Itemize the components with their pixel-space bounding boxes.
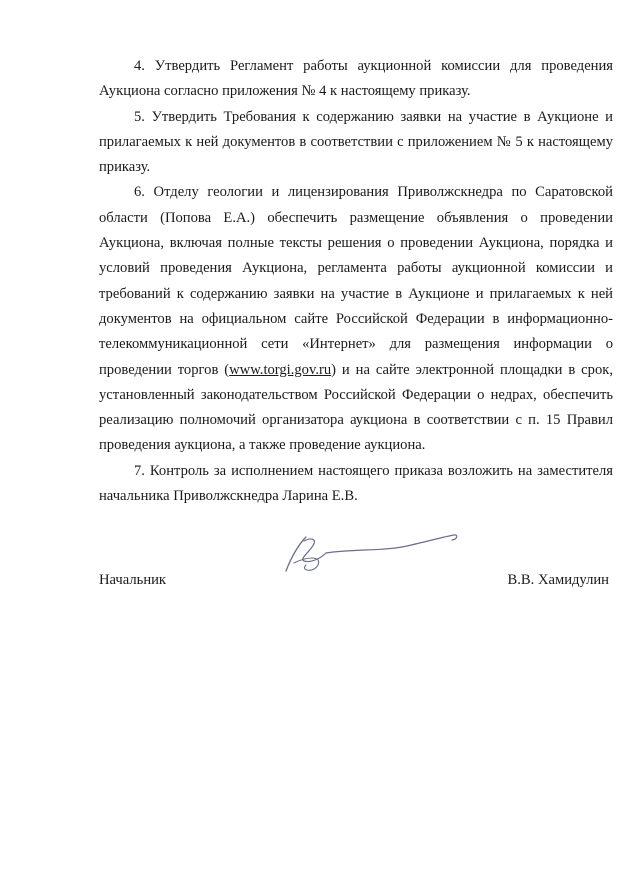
- document-body: [99, 54, 613, 509]
- paragraph-item-7: 7. Контроль за исполнением настоящего приказа возложить на заместителя начальника Приволжскнедра Ларина Е.В.: [99, 462, 613, 505]
- position-title: Начальник: [99, 572, 167, 588]
- paragraph-item-6-text-end: ) и на сайте электронной площадки в срок, установленный законодательством Российской Федерации о недрах, обеспечить реализацию полномочий организатора аукциона в соответствии с п. 15 Правил проведения аукциона, а также проведение аукциона.: [99, 361, 613, 454]
- paragraph-item-5: 5. Утвердить Требования к содержанию заявки на участие в Аукционе и прилагаемых к ней документов в соответствии с приложением № 5 к настоящему приказу.: [99, 108, 613, 176]
- paragraph-item-6: [99, 180, 613, 458]
- torgi-site-link[interactable]: www.torgi.gov.ru: [229, 361, 332, 378]
- signer-name: В.В. Хамидулин: [507, 572, 609, 588]
- paragraph-item-4: 4. Утвердить Регламент работы аукционной комиссии для проведения Аукциона согласно приложения № 4 к настоящему приказу.: [99, 58, 613, 100]
- paragraph-item-6-text-start: 6. Отделу геологии и лицензирования Приволжскнедра по Саратовской области (Попова Е.А.) обеспечить размещение объявления о проведении Аукциона, включая полные тексты решения о проведении Аукциона, порядка и условий проведения Аукциона, регламента работы аукционной комиссии и требований к содержанию заявки на участие в Аукционе и прилагаемых к ней документов на официальном сайте Российской Федерации в информационно-телекоммуникационной сети «Интернет» для размещения информации о проведении торгов (: [99, 184, 613, 378]
- signature-line: [99, 569, 613, 591]
